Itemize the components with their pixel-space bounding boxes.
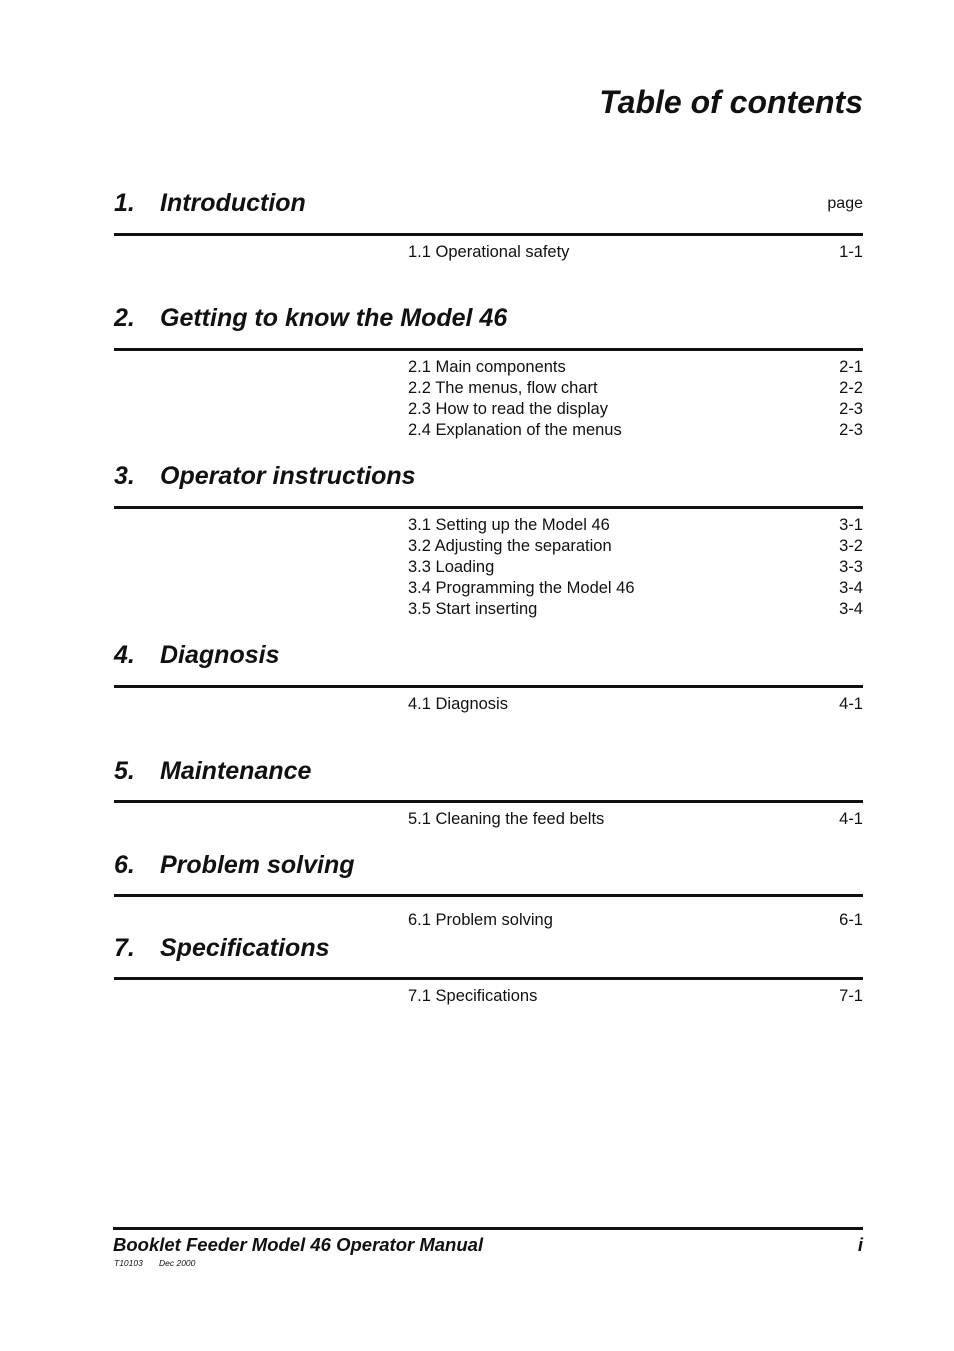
entry-page: 4-1	[839, 810, 863, 828]
footer-document-code: T10103	[114, 1258, 143, 1268]
entry-page: 2-3	[839, 421, 863, 439]
chapter-number: 5.	[114, 757, 135, 785]
chapter-title: Getting to know the Model 46	[160, 304, 508, 332]
chapter-number: 1.	[114, 189, 135, 217]
entry-page: 7-1	[839, 987, 863, 1005]
chapter-operator-instructions	[114, 462, 863, 492]
entry-page: 1-1	[839, 243, 863, 261]
chapter-getting-to-know	[114, 304, 863, 334]
entry-page: 2-2	[839, 379, 863, 397]
chapter-introduction	[114, 189, 863, 219]
entry-page: 6-1	[839, 911, 863, 929]
chapter-title: Operator instructions	[160, 462, 416, 490]
entry-page: 2-1	[839, 358, 863, 376]
chapter-rule	[114, 977, 863, 980]
entry-page: 2-3	[839, 400, 863, 418]
chapter-rule	[114, 894, 863, 897]
toc-entry[interactable]	[114, 809, 863, 830]
entry-label: 1.1 Operational safety	[408, 243, 570, 261]
page-title: Table of contents	[599, 84, 863, 120]
chapter-title: Introduction	[160, 189, 306, 217]
entry-page: 4-1	[839, 695, 863, 713]
chapter-title: Diagnosis	[160, 641, 280, 669]
page-column-label: page	[827, 195, 863, 212]
chapter-number: 6.	[114, 851, 135, 879]
entry-page: 3-1	[839, 516, 863, 534]
footer-page-number: i	[857, 1234, 863, 1255]
entry-list	[114, 515, 863, 620]
toc-entry[interactable]	[114, 420, 863, 441]
entry-label: 2.3 How to read the display	[408, 400, 608, 418]
entry-page: 3-4	[839, 600, 863, 618]
chapter-number: 7.	[114, 934, 135, 962]
entry-label: 3.1 Setting up the Model 46	[408, 516, 610, 534]
toc-entry[interactable]	[114, 599, 863, 620]
entry-label: 2.2 The menus, flow chart	[408, 379, 598, 397]
toc-entry[interactable]	[114, 910, 863, 931]
toc-entry[interactable]	[114, 536, 863, 557]
chapter-number: 2.	[114, 304, 135, 332]
footer-rule	[113, 1227, 863, 1230]
toc-entry[interactable]	[114, 694, 863, 715]
chapter-rule	[114, 348, 863, 351]
toc-entry[interactable]	[114, 578, 863, 599]
toc-entry[interactable]	[114, 399, 863, 420]
chapter-diagnosis	[114, 641, 863, 671]
chapter-rule	[114, 685, 863, 688]
footer-title: Booklet Feeder Model 46 Operator Manual	[113, 1234, 484, 1255]
entry-label: 6.1 Problem solving	[408, 911, 553, 929]
chapter-rule	[114, 800, 863, 803]
toc-entry[interactable]	[114, 515, 863, 536]
chapter-title: Problem solving	[160, 851, 355, 879]
chapter-number: 3.	[114, 462, 135, 490]
chapter-rule	[114, 506, 863, 509]
entry-label: 7.1 Specifications	[408, 987, 538, 1005]
entry-label: 5.1 Cleaning the feed belts	[408, 810, 605, 828]
entry-label: 2.1 Main components	[408, 358, 566, 376]
entry-list	[114, 242, 863, 263]
entry-label: 3.4 Programming the Model 46	[408, 579, 635, 597]
entry-page: 3-4	[839, 579, 863, 597]
entry-label: 3.2 Adjusting the separation	[408, 537, 612, 555]
entry-label: 4.1 Diagnosis	[408, 695, 508, 713]
chapter-title: Specifications	[160, 934, 330, 962]
chapter-rule	[114, 233, 863, 236]
chapter-problem-solving	[114, 851, 863, 881]
entry-label: 2.4 Explanation of the menus	[408, 421, 622, 439]
entry-list	[114, 809, 863, 830]
toc-entry[interactable]	[114, 242, 863, 263]
entry-page: 3-3	[839, 558, 863, 576]
toc-entry[interactable]	[114, 357, 863, 378]
chapter-specifications	[114, 934, 863, 964]
footer-date: Dec 2000	[159, 1258, 196, 1268]
toc-entry[interactable]	[114, 378, 863, 399]
entry-label: 3.3 Loading	[408, 558, 495, 576]
entry-list	[114, 910, 863, 931]
chapter-number: 4.	[114, 641, 135, 669]
chapter-maintenance	[114, 757, 863, 787]
entry-page: 3-2	[839, 537, 863, 555]
toc-entry[interactable]	[114, 557, 863, 578]
toc-entry[interactable]	[114, 986, 863, 1007]
entry-list	[114, 694, 863, 715]
entry-list	[114, 986, 863, 1007]
entry-label: 3.5 Start inserting	[408, 600, 538, 618]
chapter-title: Maintenance	[160, 757, 312, 785]
entry-list	[114, 357, 863, 441]
